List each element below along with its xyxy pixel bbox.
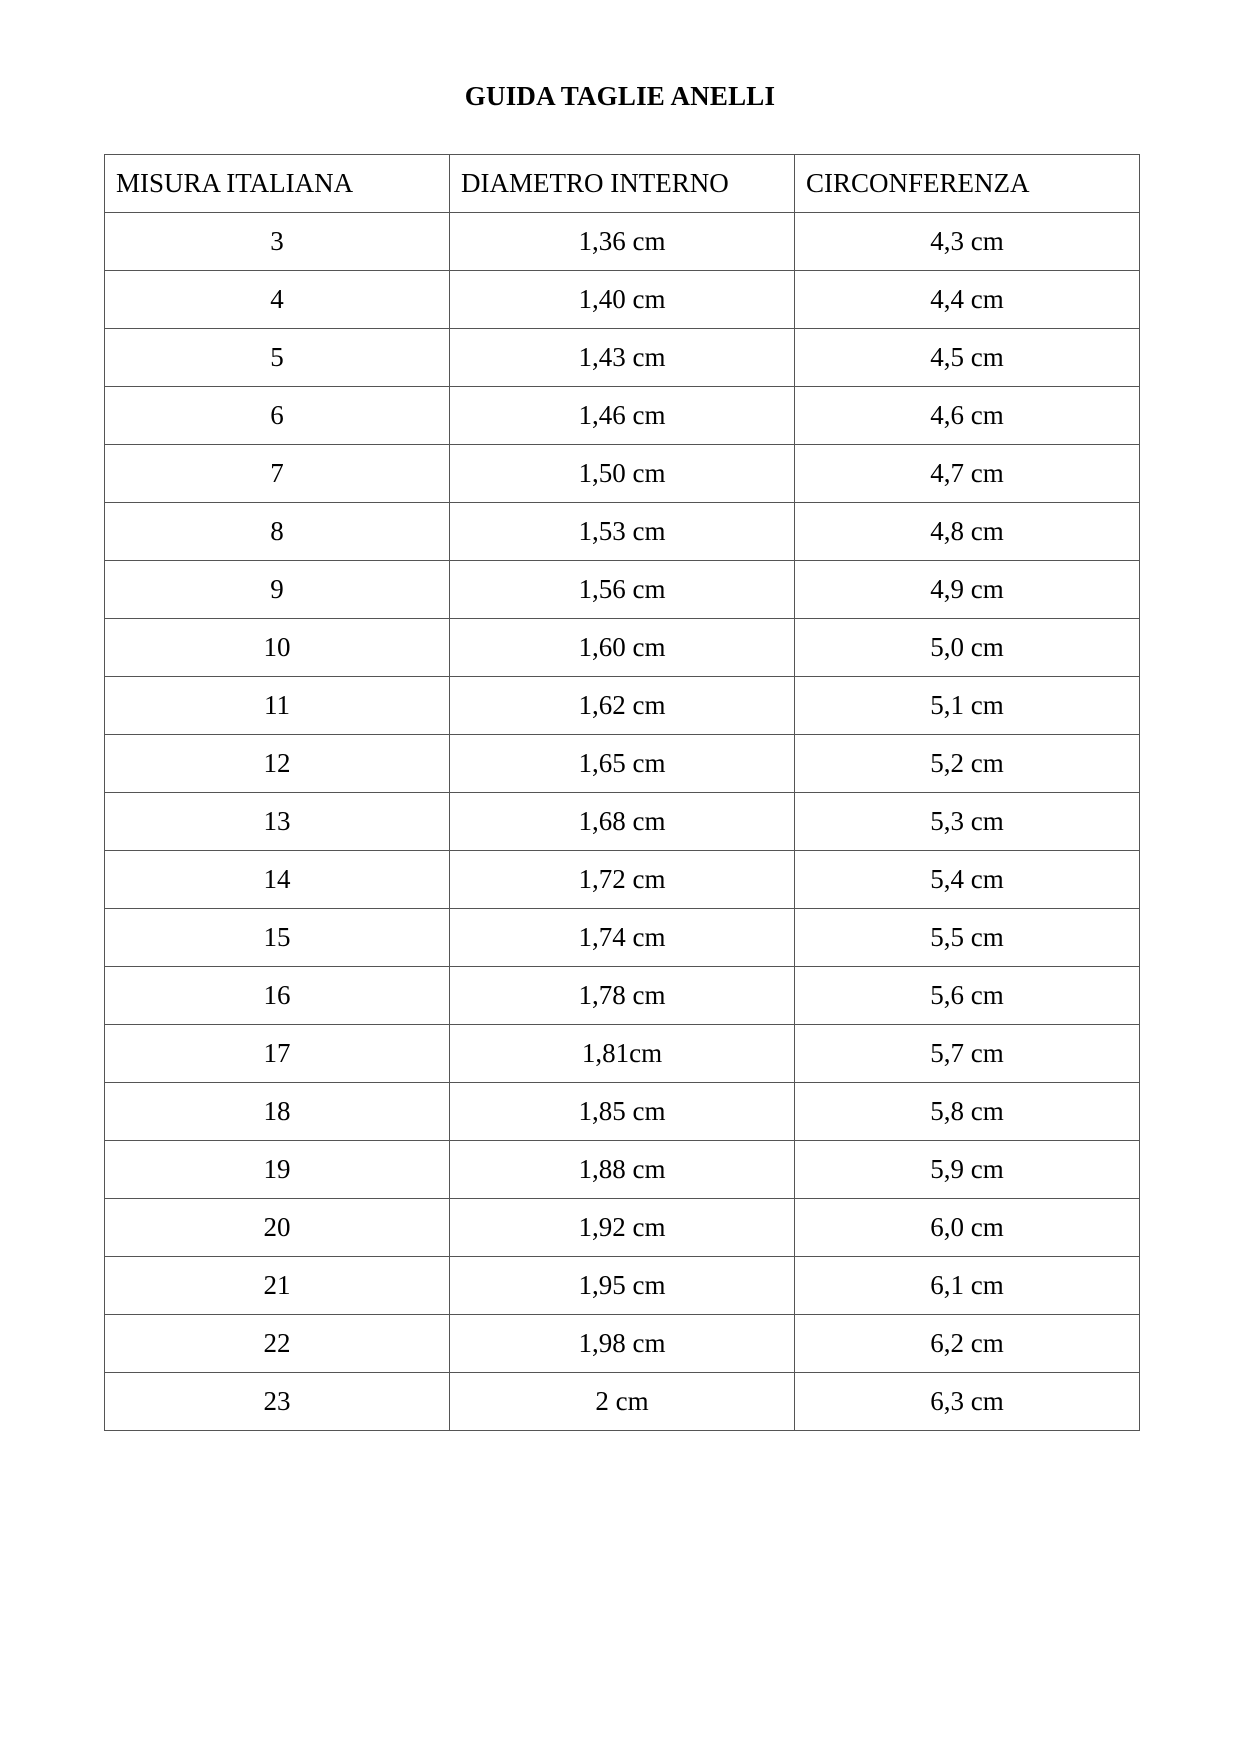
misura-cell: 6: [105, 387, 450, 445]
circonferenza-cell: 6,0 cm: [795, 1199, 1140, 1257]
table-row: [105, 561, 1140, 619]
table-row: [105, 1025, 1140, 1083]
table-row: [105, 619, 1140, 677]
table-row: [105, 1083, 1140, 1141]
diametro-cell: 1,65 cm: [450, 735, 795, 793]
table-row: [105, 851, 1140, 909]
misura-cell: 7: [105, 445, 450, 503]
circonferenza-cell: 4,5 cm: [795, 329, 1140, 387]
diametro-cell: 1,60 cm: [450, 619, 795, 677]
circonferenza-cell: 5,1 cm: [795, 677, 1140, 735]
diametro-cell: 1,72 cm: [450, 851, 795, 909]
circonferenza-cell: 5,2 cm: [795, 735, 1140, 793]
diametro-cell: 1,40 cm: [450, 271, 795, 329]
circonferenza-cell: 5,8 cm: [795, 1083, 1140, 1141]
misura-cell: 17: [105, 1025, 450, 1083]
header-diametro-interno: DIAMETRO INTERNO: [450, 155, 795, 213]
misura-cell: 8: [105, 503, 450, 561]
diametro-cell: 1,95 cm: [450, 1257, 795, 1315]
circonferenza-cell: 6,1 cm: [795, 1257, 1140, 1315]
circonferenza-cell: 4,9 cm: [795, 561, 1140, 619]
diametro-cell: 2 cm: [450, 1373, 795, 1431]
misura-cell: 3: [105, 213, 450, 271]
misura-cell: 13: [105, 793, 450, 851]
misura-cell: 9: [105, 561, 450, 619]
circonferenza-cell: 4,8 cm: [795, 503, 1140, 561]
table-row: [105, 735, 1140, 793]
table-row: [105, 967, 1140, 1025]
misura-cell: 19: [105, 1141, 450, 1199]
circonferenza-cell: 5,6 cm: [795, 967, 1140, 1025]
circonferenza-cell: 6,3 cm: [795, 1373, 1140, 1431]
misura-cell: 18: [105, 1083, 450, 1141]
diametro-cell: 1,43 cm: [450, 329, 795, 387]
circonferenza-cell: 5,0 cm: [795, 619, 1140, 677]
table-row: [105, 445, 1140, 503]
misura-cell: 22: [105, 1315, 450, 1373]
table-row: [105, 793, 1140, 851]
circonferenza-cell: 4,6 cm: [795, 387, 1140, 445]
circonferenza-cell: 4,4 cm: [795, 271, 1140, 329]
table-row: [105, 213, 1140, 271]
circonferenza-cell: 5,5 cm: [795, 909, 1140, 967]
circonferenza-cell: 5,4 cm: [795, 851, 1140, 909]
circonferenza-cell: 6,2 cm: [795, 1315, 1140, 1373]
misura-cell: 15: [105, 909, 450, 967]
misura-cell: 12: [105, 735, 450, 793]
diametro-cell: 1,92 cm: [450, 1199, 795, 1257]
table-row: [105, 1373, 1140, 1431]
diametro-cell: 1,50 cm: [450, 445, 795, 503]
table-body: [105, 213, 1140, 1431]
table-row: [105, 503, 1140, 561]
diametro-cell: 1,81cm: [450, 1025, 795, 1083]
diametro-cell: 1,85 cm: [450, 1083, 795, 1141]
diametro-cell: 1,78 cm: [450, 967, 795, 1025]
diametro-cell: 1,74 cm: [450, 909, 795, 967]
misura-cell: 20: [105, 1199, 450, 1257]
diametro-cell: 1,98 cm: [450, 1315, 795, 1373]
table-row: [105, 1315, 1140, 1373]
table-row: [105, 909, 1140, 967]
misura-cell: 21: [105, 1257, 450, 1315]
header-misura-italiana: MISURA ITALIANA: [105, 155, 450, 213]
circonferenza-cell: 5,3 cm: [795, 793, 1140, 851]
circonferenza-cell: 4,7 cm: [795, 445, 1140, 503]
table-row: [105, 677, 1140, 735]
misura-cell: 16: [105, 967, 450, 1025]
diametro-cell: 1,68 cm: [450, 793, 795, 851]
table-row: [105, 1141, 1140, 1199]
header-circonferenza: CIRCONFERENZA: [795, 155, 1140, 213]
table-row: [105, 329, 1140, 387]
circonferenza-cell: 5,9 cm: [795, 1141, 1140, 1199]
circonferenza-cell: 4,3 cm: [795, 213, 1140, 271]
table-row: [105, 271, 1140, 329]
misura-cell: 14: [105, 851, 450, 909]
diametro-cell: 1,62 cm: [450, 677, 795, 735]
misura-cell: 23: [105, 1373, 450, 1431]
diametro-cell: 1,53 cm: [450, 503, 795, 561]
circonferenza-cell: 5,7 cm: [795, 1025, 1140, 1083]
diametro-cell: 1,88 cm: [450, 1141, 795, 1199]
ring-size-table: [104, 154, 1140, 1431]
table-row: [105, 1257, 1140, 1315]
header-row: [105, 155, 1140, 213]
table-header: [105, 155, 1140, 213]
misura-cell: 4: [105, 271, 450, 329]
diametro-cell: 1,56 cm: [450, 561, 795, 619]
table-row: [105, 1199, 1140, 1257]
misura-cell: 5: [105, 329, 450, 387]
table-row: [105, 387, 1140, 445]
page-title: GUIDA TAGLIE ANELLI: [464, 81, 776, 111]
misura-cell: 11: [105, 677, 450, 735]
diametro-cell: 1,46 cm: [450, 387, 795, 445]
diametro-cell: 1,36 cm: [450, 213, 795, 271]
misura-cell: 10: [105, 619, 450, 677]
